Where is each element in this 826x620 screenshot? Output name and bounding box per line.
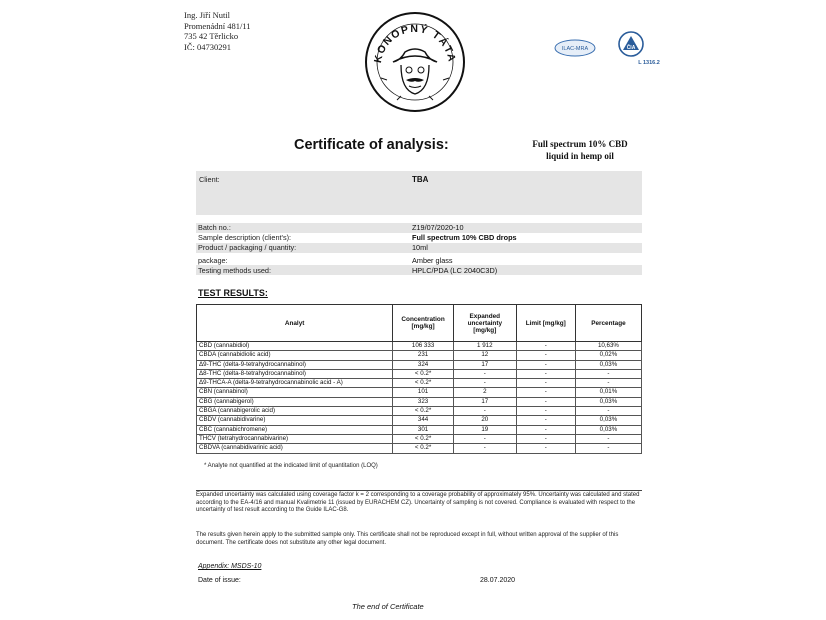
product-name xyxy=(520,138,640,162)
end-of-certificate: The end of Certificate xyxy=(352,602,424,611)
package-value: Amber glass xyxy=(412,256,453,265)
cell-percentage: 0,03% xyxy=(575,397,641,406)
packaging-value: 10ml xyxy=(412,243,428,252)
cell-percentage: 0,03% xyxy=(575,416,641,425)
appendix: Appendix: MSDS-10 xyxy=(198,563,262,570)
certificate-title: Certificate of analysis: xyxy=(294,137,449,153)
address-line: 735 42 Těrlicko xyxy=(184,31,239,41)
cell-limit: - xyxy=(516,369,575,378)
cell-concentration: < 0.2* xyxy=(393,444,454,453)
cell-concentration: 301 xyxy=(393,425,454,434)
col-concentration: Concentration [mg/kg] xyxy=(393,305,454,342)
cell-limit: - xyxy=(516,444,575,453)
konopny-tata-logo xyxy=(363,10,467,114)
product-line: liquid in hemp oil xyxy=(546,151,614,161)
method-label: Testing methods used: xyxy=(198,266,272,275)
cell-percentage: 0,02% xyxy=(575,351,641,360)
divider xyxy=(196,490,642,491)
cell-uncertainty: 17 xyxy=(453,397,516,406)
col-percentage: Percentage xyxy=(575,305,641,342)
table-row xyxy=(197,425,642,434)
sample-label: Sample description (client's): xyxy=(198,233,292,242)
table-row xyxy=(197,416,642,425)
address-line: IČ: 04730291 xyxy=(184,41,231,52)
cell-analyt: Δ8-THC (delta-8-tetrahydrocannabinol) xyxy=(197,369,393,378)
cell-limit: - xyxy=(516,416,575,425)
ilac-mra-label: ILAC-MRA xyxy=(561,46,589,52)
table-row xyxy=(197,379,642,388)
cell-analyt: CBDVA (cannabidivarinic acid) xyxy=(197,444,393,453)
cell-percentage: 0,03% xyxy=(575,425,641,434)
accreditation-logos xyxy=(553,30,665,72)
cell-uncertainty: - xyxy=(453,369,516,378)
date-value: 28.07.2020 xyxy=(480,577,516,584)
address-line: Ing. Jiří Nutil xyxy=(184,10,231,20)
cell-concentration: 106 333 xyxy=(393,342,454,351)
cell-uncertainty: 12 xyxy=(453,351,516,360)
cell-limit: - xyxy=(516,407,575,416)
cell-uncertainty: 1 912 xyxy=(453,342,516,351)
cell-concentration: < 0.2* xyxy=(393,369,454,378)
cell-concentration: 344 xyxy=(393,416,454,425)
cell-analyt: CBN (cannabinol) xyxy=(197,388,393,397)
lab-number: L 1316.2 xyxy=(638,60,660,66)
cell-limit: - xyxy=(516,379,575,388)
svg-text:ČIA: ČIA xyxy=(626,45,636,51)
cell-concentration: < 0.2* xyxy=(393,434,454,443)
col-limit: Limit [mg/kg] xyxy=(516,305,575,342)
cell-analyt: CBD (cannabidiol) xyxy=(197,342,393,351)
cell-percentage: 10,63% xyxy=(575,342,641,351)
cell-limit: - xyxy=(516,388,575,397)
cell-analyt: CBDA (cannabidiolic acid) xyxy=(197,351,393,360)
cell-percentage: - xyxy=(575,407,641,416)
cell-limit: - xyxy=(516,351,575,360)
cell-concentration: 231 xyxy=(393,351,454,360)
cell-percentage: - xyxy=(575,379,641,388)
cell-limit: - xyxy=(516,434,575,443)
cell-percentage: 0,03% xyxy=(575,360,641,369)
cell-uncertainty: 2 xyxy=(453,388,516,397)
batch-label: Batch no.: xyxy=(198,223,231,232)
table-row xyxy=(197,397,642,406)
cell-analyt: CBC (cannabichromene) xyxy=(197,425,393,434)
cell-concentration: 101 xyxy=(393,388,454,397)
client-value: TBA xyxy=(412,175,429,184)
cell-limit: - xyxy=(516,397,575,406)
cell-percentage: 0,01% xyxy=(575,388,641,397)
cell-concentration: 323 xyxy=(393,397,454,406)
cell-uncertainty: 19 xyxy=(453,425,516,434)
svg-text:KONOPNÝ TÁTA: KONOPNÝ TÁTA xyxy=(372,22,458,64)
cell-uncertainty: - xyxy=(453,444,516,453)
sample-value: Full spectrum 10% CBD drops xyxy=(412,233,517,242)
validity-paragraph: The results given herein apply to the submitted sample only. This certificate shall not be reproduced except in full, without written approval of the supplier of this document. The certificate does not substitute any other legal document. xyxy=(196,532,619,546)
table-row xyxy=(197,369,642,378)
cell-limit: - xyxy=(516,360,575,369)
product-line: Full spectrum 10% CBD xyxy=(532,139,628,149)
table-row xyxy=(197,388,642,397)
test-results-heading: TEST RESULTS: xyxy=(198,288,268,298)
loq-footnote: * Analyte not quantified at the indicated limit of quantitation (LOQ) xyxy=(204,463,378,469)
cell-concentration: < 0.2* xyxy=(393,407,454,416)
client-label: Client: xyxy=(199,175,220,184)
results-table xyxy=(196,304,642,454)
table-row xyxy=(197,342,642,351)
uncertainty-paragraph: Expanded uncertainty was calculated using coverage factor k = 2 corresponding to a coverage probability of approximately 95%. Uncertainty was calculated and stated according to the EA-4/16 and manual Kvalimetrie 11 (issued by EURACHEM CZ). Uncertainty of sampling is not covered. Compliance is evaluated with respect to the uncertainty of test result according to the Guide ILAC-G8. xyxy=(196,492,640,513)
cell-analyt: Δ9-THCA-A (delta-9-tetrahydrocannabinolic acid - A) xyxy=(197,379,393,388)
cell-concentration: 324 xyxy=(393,360,454,369)
cell-limit: - xyxy=(516,425,575,434)
table-row xyxy=(197,434,642,443)
package-label: package: xyxy=(198,256,228,265)
col-analyt: Analyt xyxy=(197,305,393,342)
table-row xyxy=(197,444,642,453)
cell-analyt: CBGA (cannabigerolic acid) xyxy=(197,407,393,416)
packaging-label: Product / packaging / quantity: xyxy=(198,243,297,252)
cell-analyt: Δ9-THC (delta-9-tetrahydrocannabinol) xyxy=(197,360,393,369)
method-value: HPLC/PDA (LC 2040C3D) xyxy=(412,266,498,275)
cell-uncertainty: - xyxy=(453,434,516,443)
address-line: Promenádní 481/11 xyxy=(184,20,251,31)
cell-uncertainty: 17 xyxy=(453,360,516,369)
cell-analyt: THCV (tetrahydrocannabivarine) xyxy=(197,434,393,443)
cell-uncertainty: - xyxy=(453,407,516,416)
cell-percentage: - xyxy=(575,434,641,443)
cell-uncertainty: 20 xyxy=(453,416,516,425)
table-header-row xyxy=(197,305,642,342)
batch-value: Z19/07/2020-10 xyxy=(412,223,464,232)
cell-analyt: CBDV (cannabidivarine) xyxy=(197,416,393,425)
cell-limit: - xyxy=(516,342,575,351)
cell-uncertainty: - xyxy=(453,379,516,388)
cell-concentration: < 0.2* xyxy=(393,379,454,388)
table-row xyxy=(197,351,642,360)
cell-percentage: - xyxy=(575,369,641,378)
col-uncertainty: Expanded uncertainty [mg/kg] xyxy=(453,305,516,342)
table-row xyxy=(197,360,642,369)
cell-percentage: - xyxy=(575,444,641,453)
supplier-address xyxy=(184,10,251,52)
table-row xyxy=(197,407,642,416)
cell-analyt: CBG (cannabigerol) xyxy=(197,397,393,406)
date-label: Date of issue: xyxy=(198,577,241,584)
